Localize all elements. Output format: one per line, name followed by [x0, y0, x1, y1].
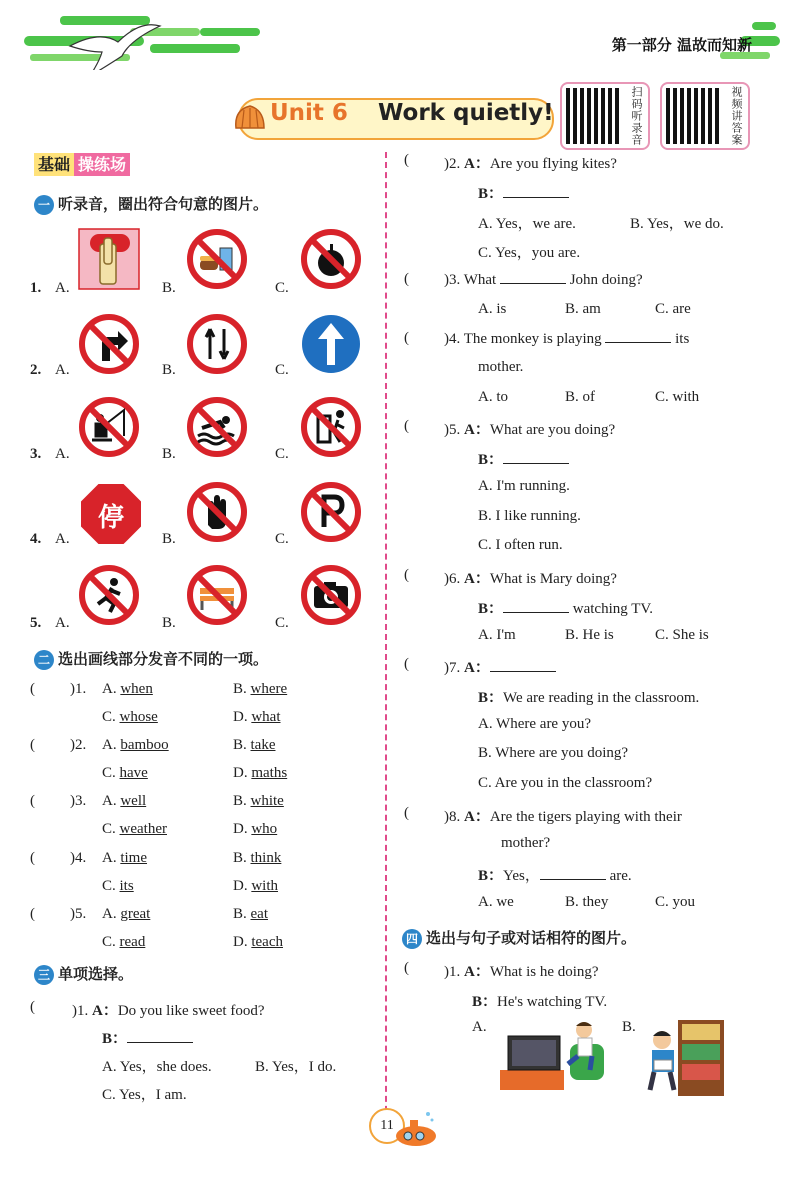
stop-sign-text: 停 [97, 503, 124, 533]
s2-option [233, 934, 283, 951]
option-word: what [251, 709, 281, 725]
s2-option [102, 878, 134, 895]
submarine-icon [392, 1110, 440, 1150]
s1-label-c: C. [275, 615, 289, 631]
s3-q4-optB: B. of [565, 389, 595, 405]
s3-q1 [72, 999, 264, 1020]
no-climbing-icon[interactable] [300, 396, 362, 458]
option-letter: B. [233, 906, 247, 922]
s3-q7-optA: A. Where are you? [478, 716, 591, 732]
s3-q5-optC: C. I often run. [478, 537, 563, 553]
s1-label-c: C. [275, 280, 289, 296]
finger-on-lips-icon[interactable] [78, 228, 140, 290]
s3-q6-optA: A. I'm [478, 627, 516, 643]
option-letter: C. [102, 765, 116, 781]
q-num: )1. [444, 964, 461, 980]
answer-paren[interactable]: ( [30, 999, 35, 1015]
no-swimming-icon[interactable] [186, 396, 248, 458]
option-letter: B. [233, 681, 247, 697]
s3-q1-optA: A. Yes，she does. [102, 1059, 212, 1075]
q-text: watching TV. [572, 601, 654, 617]
s3-q2-optB: B. Yes，we do. [630, 216, 724, 232]
s3-q7 [444, 656, 556, 677]
qr-audio[interactable] [560, 82, 650, 150]
sec1-heading [34, 193, 268, 215]
option-word: great [120, 906, 151, 922]
page-number: 11 [369, 1108, 405, 1144]
answer-blank[interactable] [500, 271, 566, 284]
s3-q5-optB: B. I like running. [478, 508, 581, 524]
s2-option [102, 737, 169, 754]
qr-video[interactable] [660, 82, 750, 150]
s3-q2-optC: C. Yes，you are. [478, 245, 581, 261]
option-letter: B. [233, 850, 247, 866]
sec1-title: 听录音，圈出符合句意的图片。 [58, 195, 269, 213]
column-divider [385, 152, 387, 1132]
option-letter: A. [102, 850, 117, 866]
s1-row4-num: 4. [30, 531, 42, 547]
option-letter: C. [102, 934, 116, 950]
q-num: )6. [444, 571, 461, 587]
s3-q2-optA: A. Yes，we are. [478, 216, 576, 232]
s3-q7-optB: B. Where are you doing? [478, 745, 629, 761]
one-way-ahead-icon[interactable] [300, 313, 362, 375]
part-title: 第一部分 温故而知新 [611, 36, 752, 54]
no-parking-icon[interactable] [300, 481, 362, 543]
sec3-heading [34, 963, 133, 985]
option-word: maths [251, 765, 288, 781]
option-word: white [250, 793, 284, 809]
qr-video-label: 视频讲答案 [730, 86, 743, 146]
s3-q7-optC: C. Are you in the classroom? [478, 775, 653, 791]
s3-q1-b [102, 1027, 193, 1048]
option-letter: A. [102, 906, 117, 922]
s1-label-a: A. [55, 615, 70, 631]
s1-label-c: C. [275, 531, 289, 547]
s4-label-a: A. [472, 1019, 487, 1035]
s2-option [102, 709, 158, 726]
option-word: well [120, 793, 147, 809]
q-text: are. [609, 868, 632, 884]
no-food-apple-icon[interactable] [300, 228, 362, 290]
q-text: What [463, 272, 497, 288]
heading-part1: 基础 [34, 153, 74, 176]
option-word: think [250, 850, 282, 866]
s4-label-b: B. [622, 1019, 636, 1035]
sec3-badge: 三 [34, 965, 54, 985]
no-touching-icon[interactable] [186, 481, 248, 543]
option-letter: D. [233, 709, 248, 725]
section-heading [34, 152, 130, 175]
s1-label-b: B. [162, 615, 176, 631]
q-num: )1. [72, 1003, 89, 1019]
s3-q8-optA: A. we [478, 894, 514, 910]
sec1-badge: 一 [34, 195, 54, 215]
s3-q6-optB: B. He is [565, 627, 614, 643]
q-num: )2. [444, 156, 461, 172]
s2-option [233, 709, 281, 726]
s3-q4-line2: mother. [478, 359, 524, 375]
option-word: read [119, 934, 146, 950]
answer-paren[interactable]: ( [404, 567, 409, 583]
s1-label-c: C. [275, 446, 289, 462]
no-running-icon[interactable] [78, 564, 140, 626]
s3-q3-optA: A. is [478, 301, 507, 317]
option-letter: A. [102, 681, 117, 697]
q-num: )5. [444, 422, 461, 438]
s3-q8-b [478, 864, 632, 885]
answer-blank[interactable] [503, 451, 569, 464]
s3-q8-line2: mother? [501, 835, 551, 851]
s1-row2-num: 2. [30, 362, 42, 378]
sec4-heading [402, 927, 636, 949]
answer-paren[interactable]: ( [30, 793, 35, 809]
q-text: Yes， [503, 868, 540, 884]
answer-paren[interactable]: ( [404, 271, 409, 287]
answer-blank[interactable] [605, 330, 671, 343]
heading-part2: 操练场 [74, 153, 130, 176]
option-word: with [251, 878, 279, 894]
s3-q5 [444, 418, 615, 439]
option-letter: D. [233, 878, 248, 894]
unit-name: Work quietly! [377, 100, 554, 126]
s1-label-a: A. [55, 280, 70, 296]
option-word: its [119, 878, 134, 894]
s1-label-b: B. [162, 531, 176, 547]
s2-option [233, 737, 276, 754]
speaker-b: B： [472, 994, 498, 1010]
s3-q6-b [478, 597, 653, 618]
s4-q1 [444, 960, 599, 981]
answer-blank[interactable] [503, 600, 569, 613]
q-num: )8. [444, 809, 461, 825]
s3-q1-optB: B. Yes，I do. [255, 1059, 337, 1075]
answer-paren[interactable]: ( [404, 418, 409, 434]
option-letter: D. [233, 821, 248, 837]
answer-blank[interactable] [540, 867, 606, 880]
speaker-b: B： [478, 690, 504, 706]
two-way-traffic-icon[interactable] [186, 313, 248, 375]
option-word: take [250, 737, 276, 753]
s3-q3-optC: C. are [655, 301, 691, 317]
s1-row1-num: 1. [30, 280, 42, 296]
answer-paren[interactable]: ( [404, 330, 409, 346]
s3-q8-optC: C. you [655, 894, 696, 910]
option-word: whose [119, 709, 158, 725]
s3-q5-b [478, 448, 569, 469]
option-letter: C. [102, 709, 116, 725]
answer-paren[interactable]: ( [30, 681, 35, 697]
s3-q4-optC: C. with [655, 389, 700, 405]
s2-option [102, 934, 145, 951]
option-word: eat [250, 906, 268, 922]
speaker-a: A： [464, 422, 490, 438]
answer-blank[interactable] [490, 659, 556, 672]
answer-paren[interactable]: ( [404, 656, 409, 672]
speaker-b: B： [478, 868, 504, 884]
option-letter: B. [233, 737, 247, 753]
s3-q8 [444, 805, 682, 826]
unit-number: Unit 6 [270, 100, 348, 126]
s2-option [233, 878, 278, 895]
qr-code-icon [666, 88, 722, 144]
answer-paren[interactable]: ( [404, 152, 409, 168]
s2-option [233, 906, 268, 923]
sec4-title: 选出与句子或对话相符的图片。 [426, 929, 637, 947]
s2-option [102, 850, 147, 867]
s2-q-num: )5. [70, 906, 87, 922]
option-letter: C. [102, 878, 116, 894]
q-num: )7. [444, 660, 461, 676]
s3-q6-optC: C. She is [655, 627, 709, 643]
answer-paren[interactable]: ( [30, 737, 35, 753]
qr-audio-label: 扫码听录音 [630, 86, 643, 146]
option-letter: A. [102, 793, 117, 809]
s2-option [233, 681, 287, 698]
answer-blank[interactable] [127, 1030, 193, 1043]
option-word: teach [251, 934, 283, 950]
q-text: He's watching TV. [497, 994, 608, 1010]
s2-option [233, 850, 281, 867]
reading-book-picture[interactable] [640, 1016, 726, 1100]
no-right-turn-icon[interactable] [78, 313, 140, 375]
s2-option [102, 906, 150, 923]
q-text: John doing? [569, 272, 643, 288]
s2-q-num: )2. [70, 737, 87, 753]
answer-paren[interactable]: ( [404, 960, 409, 976]
sec2-badge: 二 [34, 650, 54, 670]
option-word: when [120, 681, 153, 697]
speaker-a: A： [464, 809, 490, 825]
option-letter: D. [233, 934, 248, 950]
q-text: We are reading in the classroom. [503, 690, 700, 706]
s1-label-a: A. [55, 446, 70, 462]
q-text: What is he doing? [489, 964, 599, 980]
option-word: bamboo [120, 737, 169, 753]
speaker-b: B： [478, 601, 504, 617]
s1-label-b: B. [162, 280, 176, 296]
option-word: who [251, 821, 278, 837]
no-fishing-icon[interactable] [78, 396, 140, 458]
unit-title [270, 100, 554, 126]
no-sitting-bench-icon[interactable] [186, 564, 248, 626]
s3-q8-optB: B. they [565, 894, 609, 910]
s2-option [102, 681, 153, 698]
s1-label-a: A. [55, 531, 70, 547]
s3-q4 [444, 330, 689, 348]
sec2-title: 选出画线部分发音不同的一项。 [58, 650, 269, 668]
s2-option [102, 821, 167, 838]
s1-label-c: C. [275, 362, 289, 378]
stop-sign-icon[interactable] [78, 481, 144, 547]
no-eating-drinking-icon[interactable] [186, 228, 248, 290]
q-text: Are the tigers playing with their [489, 809, 682, 825]
speaker-b: B： [478, 452, 504, 468]
s1-label-a: A. [55, 362, 70, 378]
s2-q-num: )3. [70, 793, 87, 809]
option-letter: A. [102, 737, 117, 753]
speaker-b: B： [478, 186, 504, 202]
q-text: What is Mary doing? [489, 571, 617, 587]
s1-row3-num: 3. [30, 446, 42, 462]
s2-option [233, 793, 284, 810]
s3-q3-optB: B. am [565, 301, 601, 317]
shell-icon [232, 102, 268, 134]
q-num: )4. [444, 331, 461, 347]
q-text: What are you doing? [489, 422, 616, 438]
s1-label-b: B. [162, 446, 176, 462]
answer-paren[interactable]: ( [30, 906, 35, 922]
s2-q-num: )4. [70, 850, 87, 866]
qr-code-icon [566, 88, 622, 144]
option-letter: C. [102, 821, 116, 837]
sec3-title: 单项选择。 [58, 965, 134, 983]
s3-q4-optA: A. to [478, 389, 508, 405]
s3-q1-optC: C. Yes，I am. [102, 1087, 187, 1103]
option-word: weather [119, 821, 167, 837]
s2-option [233, 821, 277, 838]
speaker-b: B： [102, 1031, 128, 1047]
speaker-a: A： [464, 964, 490, 980]
answer-paren[interactable]: ( [404, 805, 409, 821]
s3-q3 [444, 271, 643, 289]
s1-row5-num: 5. [30, 615, 42, 631]
s3-q6 [444, 567, 617, 588]
s3-q2-b [478, 182, 569, 203]
s4-q1-b [472, 990, 607, 1011]
option-word: where [250, 681, 288, 697]
answer-blank[interactable] [503, 185, 569, 198]
s2-option [233, 765, 287, 782]
speaker-a: A： [464, 156, 490, 172]
sec4-badge: 四 [402, 929, 422, 949]
s1-label-b: B. [162, 362, 176, 378]
s3-q7-b [478, 686, 699, 707]
option-letter: D. [233, 765, 248, 781]
no-photography-icon[interactable] [300, 564, 362, 626]
q-text: Do you like sweet food? [117, 1003, 265, 1019]
s3-q5-optA: A. I'm running. [478, 478, 570, 494]
s3-q2 [444, 152, 617, 173]
watching-tv-picture[interactable] [498, 1016, 608, 1096]
s2-option [102, 765, 148, 782]
s2-q-num: )1. [70, 681, 87, 697]
speaker-a: A： [464, 571, 490, 587]
option-word: have [119, 765, 148, 781]
answer-paren[interactable]: ( [30, 850, 35, 866]
speaker-a: A： [464, 660, 490, 676]
speaker-a: A： [92, 1003, 118, 1019]
q-num: )3. [444, 272, 461, 288]
option-word: time [120, 850, 148, 866]
q-text: Are you flying kites? [489, 156, 617, 172]
q-text: its [675, 331, 690, 347]
s2-option [102, 793, 146, 810]
sec2-heading [34, 648, 268, 670]
option-letter: B. [233, 793, 247, 809]
q-text: The monkey is playing [463, 331, 602, 347]
